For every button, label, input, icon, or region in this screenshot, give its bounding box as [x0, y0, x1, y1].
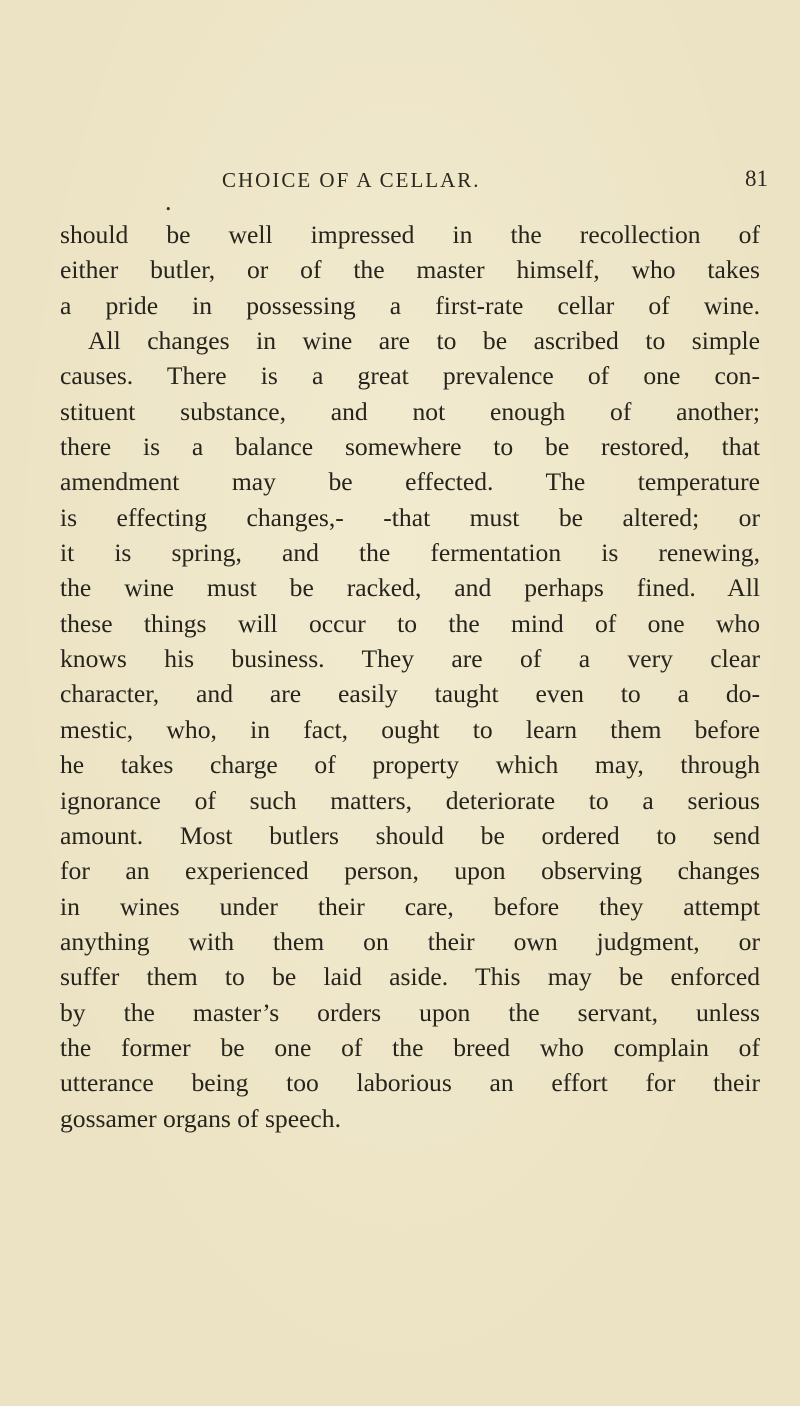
body-text — [60, 217, 760, 1136]
text-line: either butler, or of the master himself, who takes — [60, 255, 760, 285]
text-line: utterance being too laborious an effort for their — [60, 1068, 760, 1098]
text-line: it is spring, and the fermentation is renewing, — [60, 538, 760, 568]
text-line: amount. Most butlers should be ordered to send — [60, 820, 760, 850]
text-line: mestic, who, in fact, ought to learn them before — [60, 714, 760, 744]
text-line: All changes in wine are to be ascribed to simple — [88, 326, 760, 356]
text-line: the wine must be racked, and perhaps fined. All — [60, 573, 760, 603]
text-line: character, and are easily taught even to a do- — [60, 679, 760, 709]
text-line: suffer them to be laid aside. This may be enforced — [60, 962, 760, 992]
page-number: 81 — [745, 166, 768, 191]
text-line: amendment may be effected. The temperature — [60, 467, 760, 497]
text-line: by the master’s orders upon the servant, unless — [60, 997, 760, 1027]
text-line: should be well impressed in the recollection of — [60, 220, 760, 249]
text-line: is effecting changes,- -that must be altered; or — [60, 502, 760, 532]
text-line: for an experienced person, upon observing changes — [60, 856, 760, 886]
text-line: knows his business. They are of a very clear — [60, 644, 760, 674]
text-line: in wines under their care, before they attempt — [60, 891, 760, 921]
text-line: the former be one of the breed who complain of — [60, 1032, 760, 1062]
text-line: a pride in possessing a first-rate cellar of wine. — [60, 290, 760, 320]
text-line: he takes charge of property which may, through — [60, 750, 760, 780]
text-line: there is a balance somewhere to be restored, that — [60, 432, 760, 462]
printer-mark: • — [165, 203, 172, 216]
text-line: anything with them on their own judgment, or — [60, 926, 760, 956]
text-line: these things will occur to the mind of one who — [60, 608, 760, 638]
running-head: CHOICE OF A CELLAR. — [222, 168, 481, 192]
text-line: stituent substance, and not enough of another; — [60, 396, 760, 426]
text-line: gossamer organs of speech. — [60, 1103, 341, 1133]
text-line: causes. There is a great prevalence of one con- — [60, 361, 760, 391]
text-line: ignorance of such matters, deteriorate to a serious — [60, 785, 760, 815]
